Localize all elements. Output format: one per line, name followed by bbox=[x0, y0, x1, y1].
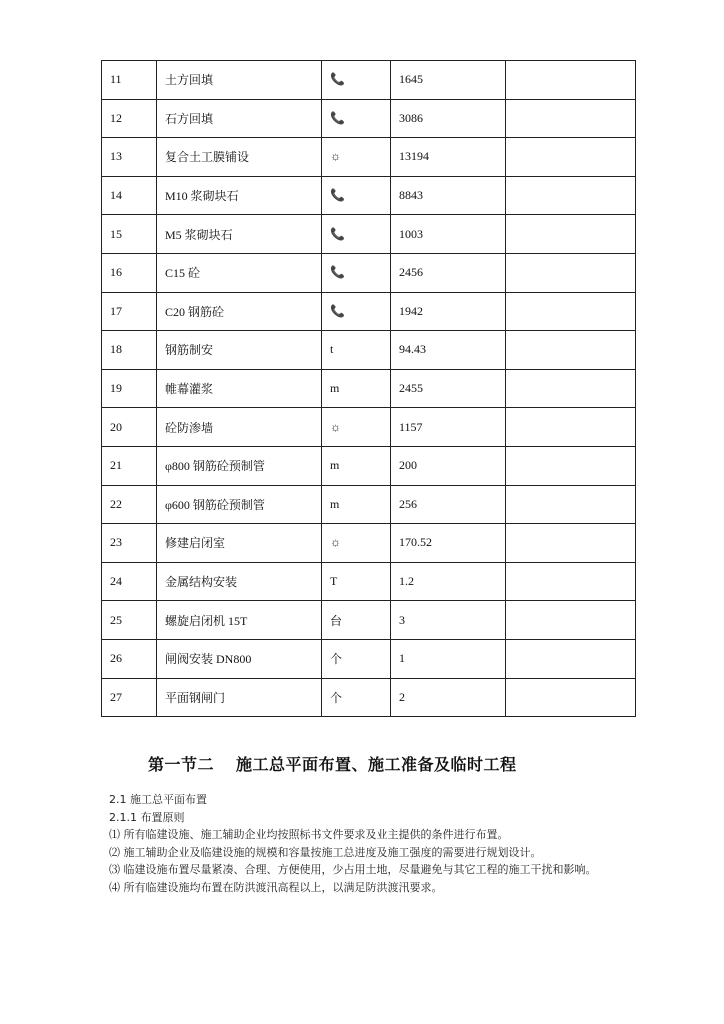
row-number: 15 bbox=[102, 215, 157, 254]
quantity-cell: 1003 bbox=[391, 215, 506, 254]
table-row bbox=[102, 61, 636, 100]
quantity-cell: 1645 bbox=[391, 61, 506, 100]
row-number: 23 bbox=[102, 524, 157, 563]
table-row bbox=[102, 562, 636, 601]
item-name: 复合土工膜铺设 bbox=[157, 138, 322, 177]
unit-cell: 📞 bbox=[322, 292, 391, 331]
unit-cell: T bbox=[322, 562, 391, 601]
remark-cell bbox=[506, 601, 636, 640]
table-row bbox=[102, 215, 636, 254]
section-heading bbox=[148, 752, 517, 775]
unit-cell: 📞 bbox=[322, 99, 391, 138]
row-number: 11 bbox=[102, 61, 157, 100]
remark-cell bbox=[506, 369, 636, 408]
unit-cell: t bbox=[322, 331, 391, 370]
quantity-cell: 1942 bbox=[391, 292, 506, 331]
row-number: 14 bbox=[102, 176, 157, 215]
row-number: 25 bbox=[102, 601, 157, 640]
remark-cell bbox=[506, 99, 636, 138]
remark-cell bbox=[506, 292, 636, 331]
quantity-table-body bbox=[102, 61, 636, 717]
item-name: C15 砼 bbox=[157, 253, 322, 292]
remark-cell bbox=[506, 562, 636, 601]
section-number: 第一节二 bbox=[148, 755, 215, 774]
item-name: φ600 钢筋砼预制管 bbox=[157, 485, 322, 524]
row-number: 24 bbox=[102, 562, 157, 601]
item-name: 修建启闭室 bbox=[157, 524, 322, 563]
table-row bbox=[102, 524, 636, 563]
quantity-cell: 3 bbox=[391, 601, 506, 640]
row-number: 16 bbox=[102, 253, 157, 292]
item-name: φ800 钢筋砼预制管 bbox=[157, 446, 322, 485]
row-number: 21 bbox=[102, 446, 157, 485]
quantity-cell: 13194 bbox=[391, 138, 506, 177]
quantity-cell: 94.43 bbox=[391, 331, 506, 370]
remark-cell bbox=[506, 408, 636, 447]
item-name: 钢筋制安 bbox=[157, 331, 322, 370]
unit-cell: 📞 bbox=[322, 176, 391, 215]
remark-cell bbox=[506, 485, 636, 524]
unit-cell: m bbox=[322, 369, 391, 408]
item-name: 闸阀安装 DN800 bbox=[157, 639, 322, 678]
row-number: 27 bbox=[102, 678, 157, 717]
remark-cell bbox=[506, 253, 636, 292]
quantity-cell: 1 bbox=[391, 639, 506, 678]
item-name: 金属结构安装 bbox=[157, 562, 322, 601]
item-name: M5 浆砌块石 bbox=[157, 215, 322, 254]
section-title: 施工总平面布置、施工准备及临时工程 bbox=[236, 755, 517, 774]
table-row bbox=[102, 601, 636, 640]
table-row bbox=[102, 176, 636, 215]
remark-cell bbox=[506, 61, 636, 100]
unit-cell: 个 bbox=[322, 639, 391, 678]
row-number: 19 bbox=[102, 369, 157, 408]
quantity-cell: 170.52 bbox=[391, 524, 506, 563]
row-number: 12 bbox=[102, 99, 157, 138]
remark-cell bbox=[506, 215, 636, 254]
principle-item: ⑶ 临建设施布置尽量紧凑、合理、方便使用，少占用土地，尽量避免与其它工程的施工干扰和影响。 bbox=[109, 863, 597, 877]
unit-cell: 📞 bbox=[322, 61, 391, 100]
remark-cell bbox=[506, 446, 636, 485]
row-number: 17 bbox=[102, 292, 157, 331]
unit-cell: m bbox=[322, 446, 391, 485]
table-row bbox=[102, 678, 636, 717]
table-row bbox=[102, 331, 636, 370]
table-row bbox=[102, 446, 636, 485]
item-name: 石方回填 bbox=[157, 99, 322, 138]
item-name: 砼防渗墙 bbox=[157, 408, 322, 447]
quantity-cell: 2456 bbox=[391, 253, 506, 292]
remark-cell bbox=[506, 176, 636, 215]
table-row bbox=[102, 253, 636, 292]
row-number: 18 bbox=[102, 331, 157, 370]
quantity-cell: 1157 bbox=[391, 408, 506, 447]
quantity-cell: 200 bbox=[391, 446, 506, 485]
principle-item: ⑵ 施工辅助企业及临建设施的规模和容量按施工总进度及施工强度的需要进行规划设计。 bbox=[109, 845, 542, 859]
row-number: 22 bbox=[102, 485, 157, 524]
item-name: 螺旋启闭机 15T bbox=[157, 601, 322, 640]
body-text bbox=[109, 791, 629, 897]
table-row bbox=[102, 138, 636, 177]
table-row bbox=[102, 408, 636, 447]
row-number: 26 bbox=[102, 639, 157, 678]
table-row bbox=[102, 639, 636, 678]
subsection-heading: 2.1 施工总平面布置 bbox=[109, 793, 207, 806]
table-row bbox=[102, 99, 636, 138]
unit-cell: ☼ bbox=[322, 408, 391, 447]
unit-cell: 📞 bbox=[322, 253, 391, 292]
quantity-cell: 256 bbox=[391, 485, 506, 524]
table-row bbox=[102, 292, 636, 331]
remark-cell bbox=[506, 678, 636, 717]
unit-cell: m bbox=[322, 485, 391, 524]
quantity-cell: 1.2 bbox=[391, 562, 506, 601]
principle-item: ⑴ 所有临建设施、施工辅助企业均按照标书文件要求及业主提供的条件进行布置。 bbox=[109, 828, 509, 842]
row-number: 13 bbox=[102, 138, 157, 177]
remark-cell bbox=[506, 524, 636, 563]
quantity-table bbox=[101, 60, 636, 717]
quantity-cell: 2455 bbox=[391, 369, 506, 408]
principle-item: ⑷ 所有临建设施均布置在防洪渡汛高程以上，以满足防洪渡汛要求。 bbox=[109, 880, 443, 894]
unit-cell: ☼ bbox=[322, 524, 391, 563]
remark-cell bbox=[506, 331, 636, 370]
unit-cell: 📞 bbox=[322, 215, 391, 254]
table-row bbox=[102, 485, 636, 524]
item-name: 土方回填 bbox=[157, 61, 322, 100]
quantity-cell: 3086 bbox=[391, 99, 506, 138]
table-row bbox=[102, 369, 636, 408]
unit-cell: 个 bbox=[322, 678, 391, 717]
item-name: 帷幕灌浆 bbox=[157, 369, 322, 408]
row-number: 20 bbox=[102, 408, 157, 447]
sub-subsection-heading: 2.1.1 布置原则 bbox=[109, 810, 185, 824]
quantity-cell: 2 bbox=[391, 678, 506, 717]
quantity-cell: 8843 bbox=[391, 176, 506, 215]
item-name: 平面钢闸门 bbox=[157, 678, 322, 717]
item-name: M10 浆砌块石 bbox=[157, 176, 322, 215]
remark-cell bbox=[506, 639, 636, 678]
remark-cell bbox=[506, 138, 636, 177]
item-name: C20 钢筋砼 bbox=[157, 292, 322, 331]
unit-cell: 台 bbox=[322, 601, 391, 640]
unit-cell: ☼ bbox=[322, 138, 391, 177]
